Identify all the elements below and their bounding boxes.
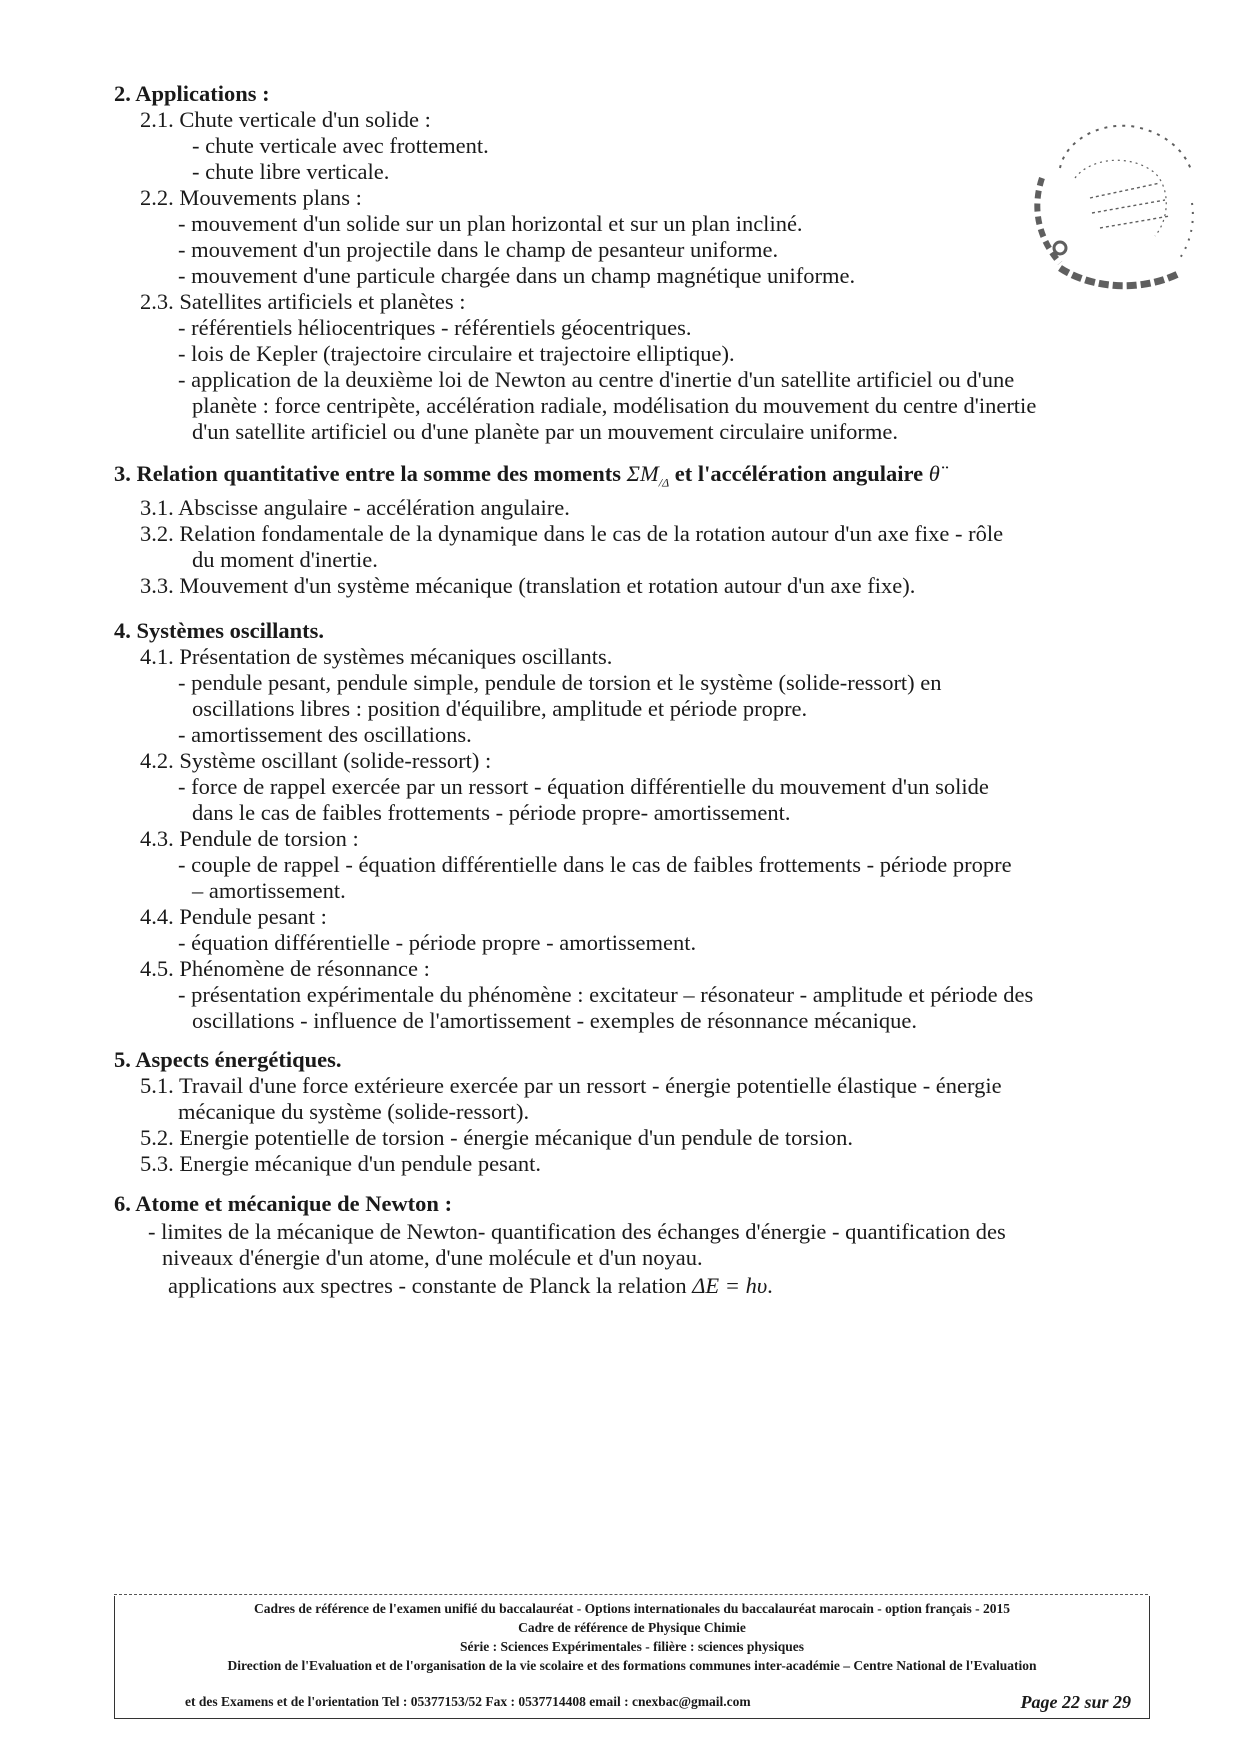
item-6-2: niveaux d'énergie d'un atome, d'une molécule et d'un noyau. [162,1245,703,1270]
item-4-3-a-2: – amortissement. [192,878,346,903]
item-2-3-c-3: d'un satellite artificiel ou d'une planète par un mouvement circulaire uniforme. [192,419,898,444]
planck-relation: ΔE = hυ [692,1273,768,1298]
item-2-1-b: - chute libre verticale. [192,159,390,184]
item-3-2-a: 3.2. Relation fondamentale de la dynamique dans le cas de la rotation autour d'un axe fixe - rôle [140,521,1004,546]
item-4-1-b: - amortissement des oscillations. [178,722,472,747]
item-6-3 [168,1272,773,1300]
item-2-2-a: - mouvement d'un solide sur un plan horizontal et sur un plan incliné. [178,211,803,236]
item-4-1-a-2: oscillations libres : position d'équilibre, amplitude et période propre. [192,696,808,721]
section-3-heading-text: 3. Relation quantitative entre la somme des moments [114,461,622,486]
item-6-3-text: applications aux spectres - constante de Planck la relation [168,1273,687,1298]
sum-moments-main: ΣM [626,461,659,486]
footer-line-5: et des Examens et de l'orientation Tel : 05377153/52 Fax : 0537714408 email : cnexbac@gmail.com [185,1694,751,1709]
item-2-2-b: - mouvement d'un projectile dans le champ de pesanteur uniforme. [178,237,779,262]
footer [114,1596,1150,1719]
item-3-2-b: du moment d'inertie. [192,547,378,572]
item-4-5-a-1: - présentation expérimentale du phénomène : excitateur – résonateur - amplitude et période des [178,982,1034,1007]
item-2-3: 2.3. Satellites artificiels et planètes : [140,289,466,314]
item-4-2-a-2: dans le cas de faibles frottements - période propre- amortissement. [192,800,791,825]
item-2-2-c: - mouvement d'une particule chargée dans un champ magnétique uniforme. [178,263,856,288]
item-2-3-c-1: - application de la deuxième loi de Newton au centre d'inertie d'un satellite artificiel ou d'une [178,367,1015,392]
item-2-1-a: - chute verticale avec frottement. [192,133,489,158]
item-4-4-a: - équation différentielle - période propre - amortissement. [178,930,697,955]
page-number: Page 22 sur 29 [1020,1692,1131,1712]
item-6-1: - limites de la mécanique de Newton- quantification des échanges d'énergie - quantification des [148,1219,1006,1244]
section-6-heading: 6. Atome et mécanique de Newton : [114,1191,453,1216]
footer-line-4: Direction de l'Evaluation et de l'organisation de la vie scolaire et des formations communes inter-académie – Centre National de l'Evaluation [227,1658,1037,1673]
footer-line-1: Cadres de référence de l'examen unifié du baccalauréat - Options internationales du baccalauréat marocain - option français - 2015 [254,1601,1010,1616]
footer-top-rule [114,1594,1148,1595]
footer-line-3: Série : Sciences Expérimentales - filière : sciences physiques [460,1639,804,1654]
item-2-2: 2.2. Mouvements plans : [140,185,362,210]
section-2-heading: 2. Applications : [114,81,270,106]
item-4-5: 4.5. Phénomène de résonnance : [140,956,430,981]
item-4-4: 4.4. Pendule pesant : [140,904,327,929]
section-4-heading: 4. Systèmes oscillants. [114,618,324,643]
footer-line-2: Cadre de référence de Physique Chimie [518,1620,746,1635]
item-4-5-a-2: oscillations - influence de l'amortissement - exemples de résonnance mécanique. [192,1008,918,1033]
item-4-2-a-1: - force de rappel exercée par un ressort - équation différentielle du mouvement d'un solide [178,774,989,799]
item-5-2: 5.2. Energie potentielle de torsion - énergie mécanique d'un pendule de torsion. [140,1125,854,1150]
sum-moments-sub: /Δ [658,475,670,490]
item-6-3-end: . [767,1273,773,1298]
sum-moments-symbol [626,461,670,490]
item-4-1: 4.1. Présentation de systèmes mécaniques oscillants. [140,644,613,669]
item-2-3-c-2: planète : force centripète, accélération radiale, modélisation du mouvement du centre d'inertie [192,393,1037,418]
official-stamp-icon [1020,108,1210,308]
item-5-1-a: 5.1. Travail d'une force extérieure exercée par un ressort - énergie potentielle élastique - énergie [140,1073,1002,1098]
item-3-1: 3.1. Abscisse angulaire - accélération angulaire. [140,495,570,520]
item-4-1-a-1: - pendule pesant, pendule simple, pendule de torsion et le système (solide-ressort) en [178,670,942,695]
item-3-3: 3.3. Mouvement d'un système mécanique (translation et rotation autour d'un axe fixe). [140,573,916,598]
section-3-heading-text-2: et l'accélération angulaire [674,461,924,486]
item-5-1-b: mécanique du système (solide-ressort). [178,1099,530,1124]
item-4-2: 4.2. Système oscillant (solide-ressort) : [140,748,492,773]
item-4-3: 4.3. Pendule de torsion : [140,826,359,851]
item-4-3-a-1: - couple de rappel - équation différentielle dans le cas de faibles frottements - période propre [178,852,1012,877]
item-2-3-a: - référentiels héliocentriques - référentiels géocentriques. [178,315,692,340]
item-5-3: 5.3. Energie mécanique d'un pendule pesant. [140,1151,542,1176]
item-2-1: 2.1. Chute verticale d'un solide : [140,107,431,132]
section-5-heading: 5. Aspects énergétiques. [114,1047,342,1072]
item-2-3-b: - lois de Kepler (trajectoire circulaire et trajectoire elliptique). [178,341,735,366]
section-3-heading [114,460,940,497]
angular-acceleration-symbol: θ̈ [928,461,940,486]
